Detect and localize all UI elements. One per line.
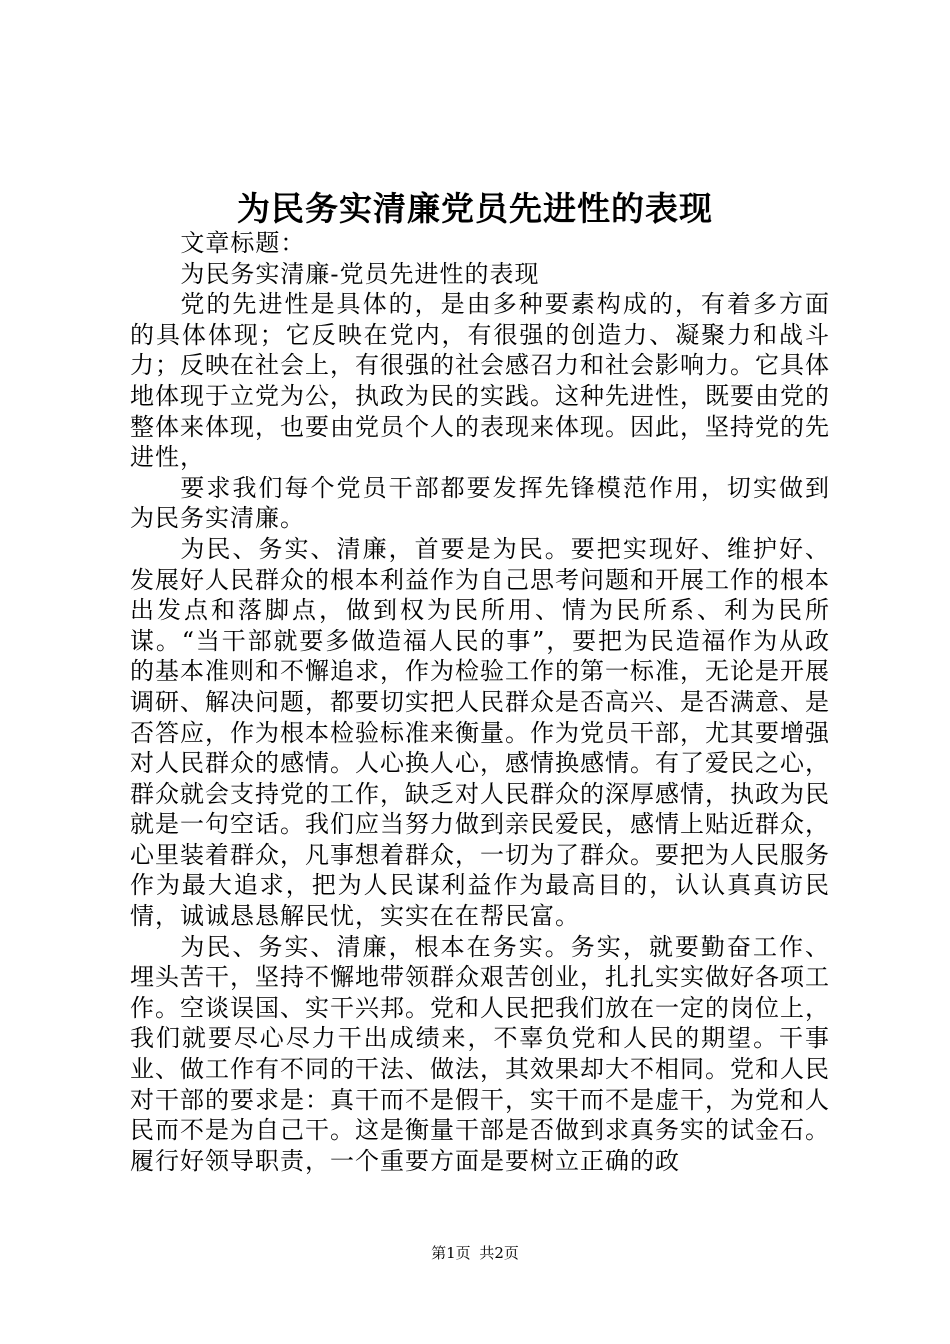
paragraph: 要求我们每个党员干部都要发挥先锋模范作用，切实做到为民务实清廉。 [130, 473, 830, 533]
document-title: 为民务实清廉党员先进性的表现 [237, 189, 713, 228]
paragraph: 为民、务实、清廉，根本在务实。务实，就要勤奋工作、埋头苦干，坚持不懈地带领群众艰苦创业，扎扎实实做好各项工作。空谈误国、实干兴邦。党和人民把我们放在一定的岗位上，我们就要尽心尽力干出成绩来，不辜负党和人民的期望。干事业、做工作有不同的干法、做法，其效果却大不相同。党和人民对干部的要求是：真干而不是假干，实干而不是虚干，为党和人民而不是为自己干。这是衡量干部是否做到求真务实的试金石。履行好领导职责，一个重要方面是要树立正确的政 [130, 932, 830, 1175]
paragraph: 为民、务实、清廉，首要是为民。要把实现好、维护好、发展好人民群众的根本利益作为自己思考问题和开展工作的根本出发点和落脚点，做到权为民所用、情为民所系、利为民所谋。“当干部就要多做造福人民的事”，要把为民造福作为从政的基本准则和不懈追求，作为检验工作的第一标准，无论是开展调研、解决问题，都要切实把人民群众是否高兴、是否满意、是否答应，作为根本检验标准来衡量。作为党员干部，尤其要增强对人民群众的感情。人心换人心，感情换感情。有了爱民之心，群众就会支持党的工作，缺乏对人民群众的深厚感情，执政为民就是一句空话。我们应当努力做到亲民爱民，感情上贴近群众，心里装着群众，凡事想着群众，一切为了群众。要把为人民服务作为最大追求，把为人民谋利益作为最高目的，认认真真访民情，诚诚恳恳解民忧，实实在在帮民富。 [130, 534, 830, 931]
paragraph: 为民务实清廉-党员先进性的表现 [180, 259, 540, 288]
paragraph: 文章标题： [180, 229, 306, 257]
document-body [130, 228, 830, 1176]
page-footer [0, 1243, 950, 1263]
paragraph: 党的先进性是具体的，是由多种要素构成的，有着多方面的具体体现；它反映在党内，有很强的创造力、凝聚力和战斗力；反映在社会上，有很强的社会感召力和社会影响力。它具体地体现于立党为公，执政为民的实践。这种先进性，既要由党的整体来体现，也要由党员个人的表现来体现。因此，坚持党的先进性， [130, 290, 830, 472]
page-number: 第1页 [431, 1244, 471, 1262]
page-total: 共2页 [479, 1244, 519, 1262]
